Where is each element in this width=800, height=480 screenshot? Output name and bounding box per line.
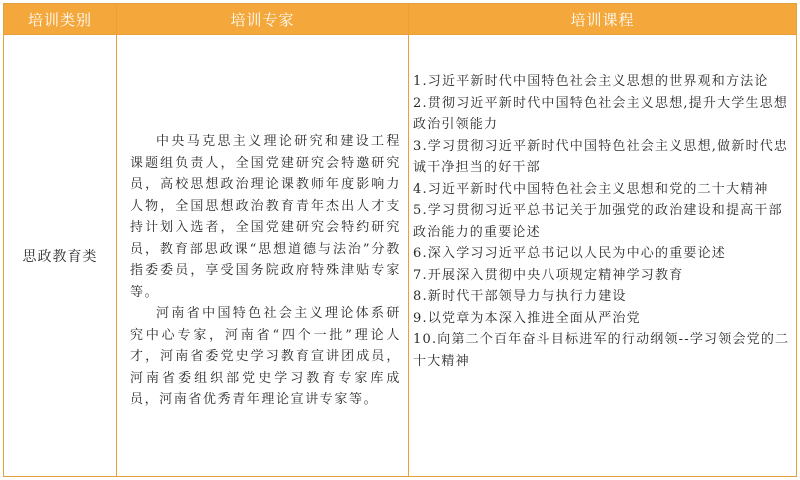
course-item: 1.习近平新时代中国特色社会主义思想的世界观和方法论 — [413, 74, 769, 89]
course-item: 10.向第二个百年奋斗目标进军的行动纲领--学习领会党的二十大精神 — [413, 332, 790, 369]
course-item: 4.习近平新时代中国特色社会主义思想和党的二十大精神 — [413, 181, 769, 197]
category-cell: 思政教育类 — [4, 35, 117, 477]
course-cell — [409, 35, 797, 477]
course-item: 3.学习贯彻习近平新时代中国特色社会主义思想,做新时代忠诚干净担当的好干部 — [413, 138, 789, 175]
expert-cell — [117, 35, 409, 477]
header-expert: 培训专家 — [117, 4, 409, 35]
course-item: 7.开展深入贯彻中央八项规定精神学习教育 — [413, 267, 684, 283]
course-item: 9.以党章为本深入推进全面从严治党 — [413, 310, 641, 326]
expert-paragraph: 河南省中国特色社会主义理论体系研究中心专家，河南省“四个一批”理论人才，河南省委党史学习教育宣讲团成员，河南省委组织部党史学习教育专家库成员，河南省优秀青年理论宣讲专家等。 — [130, 306, 401, 407]
course-item: 8.新时代干部领导力与执行力建设 — [413, 289, 627, 304]
header-category: 培训类别 — [4, 4, 117, 35]
header-course: 培训课程 — [409, 4, 797, 35]
header-row — [4, 4, 797, 35]
expert-paragraph: 中央马克思主义理论研究和建设工程课题组负责人，全国党建研究会特邀研究员，高校思想政治理论课教师年度影响力人物，全国思想政治教育青年杰出人才支持计划入选者，全国党建研究会特约研究员，教育部思政课“思想道德与法治”分教指委委员，享受国务院政府特殊津贴专家等。 — [130, 134, 401, 300]
course-item: 2.贯彻习近平新时代中国特色社会主义思想,提升大学生思想政治引领能力 — [413, 95, 789, 132]
course-item: 6.深入学习习近平总书记以人民为中心的重要论述 — [413, 246, 727, 261]
table-body — [4, 35, 797, 477]
course-item: 5.学习贯彻习近平总书记关于加强党的政治建设和提高干部政治能力的重要论述 — [413, 203, 783, 240]
training-table — [3, 3, 797, 477]
table-header — [4, 4, 797, 35]
course-list — [413, 71, 790, 372]
table-row — [4, 35, 797, 477]
